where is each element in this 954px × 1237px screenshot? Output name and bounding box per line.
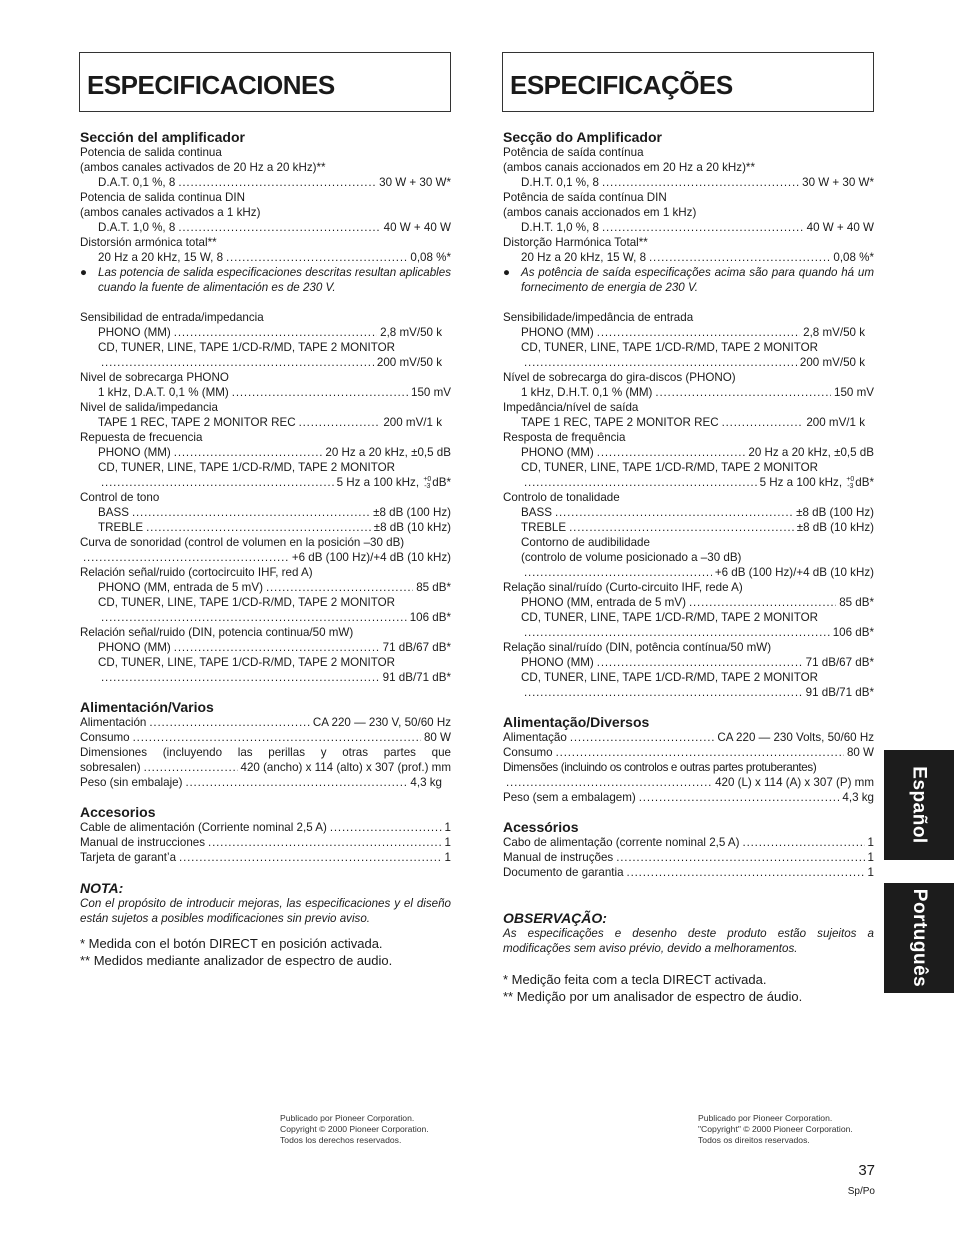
spec-row: BASS . . . ±8 dB (100 Hz) <box>80 505 451 520</box>
publisher-notice-es: Publicado por Pioneer Corporation. Copyright © 2000 Pioneer Corporation. Todos los derechos reservados. <box>280 1113 429 1145</box>
portuguese-column <box>503 52 874 1005</box>
spec-row: . . . 200 mV/50 k <box>80 355 451 370</box>
page-title-es: ESPECIFICACIONES <box>79 52 451 112</box>
bullet-icon: ● <box>80 266 88 279</box>
spec-line: Repuesta de frecuencia <box>80 431 203 444</box>
spec-line: Potencia de salida continua <box>80 146 222 159</box>
spec-line: Sensibilidad de entrada/impedancia <box>80 311 264 324</box>
spec-line: CD, TUNER, LINE, TAPE 1/CD-R/MD, TAPE 2 MONITOR <box>521 611 818 624</box>
accessories-heading: Acessórios <box>503 819 579 835</box>
spec-line: Potência de saída contínua DIN <box>503 191 667 204</box>
spec-line: Distorsión armónica total** <box>80 236 217 249</box>
amplifier-section-heading: Secção do Amplificador <box>503 129 662 145</box>
spec-row: PHONO (MM) . . . 20 Hz a 20 kHz, ±0,5 dB <box>503 445 874 460</box>
spec-row: . . . 106 dB* <box>503 625 874 640</box>
spec-row: PHONO (MM) . . . 71 dB/67 dB* <box>503 655 874 670</box>
spec-row: PHONO (MM, entrada de 5 mV) . . . 85 dB* <box>503 595 874 610</box>
power-section-heading: Alimentación/Varios <box>80 699 214 715</box>
spec-row: PHONO (MM) . . . 20 Hz a 20 kHz, ±0,5 dB <box>80 445 451 460</box>
spec-row: TREBLE . . . ±8 dB (10 kHz) <box>80 520 451 535</box>
accessory-row: Documento de garantia . . . 1 <box>503 865 874 880</box>
spec-row: Alimentación . . . CA 220 — 230 V, 50/60 Hz <box>80 715 451 730</box>
spec-row: TAPE 1 REC, TAPE 2 MONITOR REC . . . 200 mV/1 k <box>503 415 874 430</box>
page-title-pt: ESPECIFICAÇÕES <box>502 52 874 112</box>
bullet-icon: ● <box>503 266 511 279</box>
spec-line: (ambos canais accionados em 20 Hz a 20 kHz)** <box>503 161 755 174</box>
spec-line: CD, TUNER, LINE, TAPE 1/CD-R/MD, TAPE 2 MONITOR <box>98 341 395 354</box>
spec-row: . . . 91 dB/71 dB* <box>80 670 451 685</box>
power-note: ● As potência de saída especificações acima são para quando há um fornecimento de energia de 230 V. <box>503 266 874 294</box>
spec-line: Dimensões (incluindo os controlos e outras partes protuberantes) <box>503 761 817 774</box>
page-number: 37 <box>858 1162 875 1179</box>
spec-row: Peso (sem a embalagem) . . . 4,3 kg <box>503 790 874 805</box>
spec-row: . . . 91 dB/71 dB* <box>503 685 874 700</box>
spec-line: Relação sinal/ruído (Curto-circuito IHF, rede A) <box>503 581 743 594</box>
spec-row: 1 kHz, D.H.T. 0,1 % (MM) . . . 150 mV <box>503 385 874 400</box>
footnote: * Medição feita com a tecla DIRECT activada. <box>503 972 767 987</box>
spec-row: Peso (sin embalaje) . . . 4,3 kg <box>80 775 451 790</box>
spec-line: (ambos canais accionados em 1 kHz) <box>503 206 697 219</box>
spec-row: PHONO (MM, entrada de 5 mV) . . . 85 dB* <box>80 580 451 595</box>
spec-row: Consumo . . . 80 W <box>80 730 451 745</box>
accessory-row: Cable de alimentación (Corriente nominal 2,5 A) . . . 1 <box>80 820 451 835</box>
spec-row: D.A.T. 0,1 %, 8 . . . 30 W + 30 W* <box>80 175 451 190</box>
spec-line: Controlo de tonalidade <box>503 491 620 504</box>
spec-row: 1 kHz, D.A.T. 0,1 % (MM) . . . 150 mV <box>80 385 451 400</box>
spec-line: Relación señal/ruido (DIN, potencia continua/50 mW) <box>80 626 354 639</box>
spec-line: (controlo de volume posicionado a –30 dB) <box>521 551 742 564</box>
spec-line: Curva de sonoridad (control de volumen en la posición –30 dB) <box>80 536 405 549</box>
spec-row: . . . 106 dB* <box>80 610 451 625</box>
spec-line: Relação sinal/ruído (DIN, potência contínua/50 mW) <box>503 641 772 654</box>
language-code: Sp/Po <box>847 1186 875 1197</box>
spanish-column <box>80 52 451 969</box>
spec-line: CD, TUNER, LINE, TAPE 1/CD-R/MD, TAPE 2 MONITOR <box>521 671 818 684</box>
spec-line: Nivel de sobrecarga PHONO <box>80 371 229 384</box>
note-body: Con el propósito de introducir mejoras, las especificaciones y el diseño están sujetos a posibles modificaciones sin previo aviso. <box>80 897 451 925</box>
spec-line: CD, TUNER, LINE, TAPE 1/CD-R/MD, TAPE 2 MONITOR <box>521 341 818 354</box>
accessory-row: Manual de instruções . . . 1 <box>503 850 874 865</box>
accessory-row: Tarjeta de garant’a . . . 1 <box>80 850 451 865</box>
power-note: ● Las potencia de salida especificaciones descritas resultan aplicables cuando la fuente de alimentación es de 230 V. <box>80 266 451 294</box>
footnote: * Medida con el botón DIRECT en posición activada. <box>80 936 383 951</box>
spec-row: 20 Hz a 20 kHz, 15 W, 8 . . . 0,08 %* <box>503 250 874 265</box>
spec-line: Relación señal/ruido (cortocircuito IHF, red A) <box>80 566 313 579</box>
spec-line: Dimensiones (incluyendo las perillas y otras partes que <box>80 746 451 759</box>
publisher-notice-pt: Publicado por Pioneer Corporation. "Copyright" © 2000 Pioneer Corporation. Todos os direitos reservados. <box>698 1113 853 1145</box>
spec-row: Alimentação . . . CA 220 — 230 Volts, 50/60 Hz <box>503 730 874 745</box>
note-heading: NOTA: <box>80 880 124 896</box>
spec-line: CD, TUNER, LINE, TAPE 1/CD-R/MD, TAPE 2 MONITOR <box>98 461 395 474</box>
amplifier-section-heading: Sección del amplificador <box>80 129 245 145</box>
spec-line: Resposta de frequência <box>503 431 626 444</box>
spec-line: Control de tono <box>80 491 160 504</box>
spec-row: BASS . . . ±8 dB (100 Hz) <box>503 505 874 520</box>
power-section-heading: Alimentação/Diversos <box>503 714 650 730</box>
accessory-row: Cabo de alimentação (corrente nominal 2,5 A) . . . 1 <box>503 835 874 850</box>
spec-row: PHONO (MM) . . . 2,8 mV/50 k <box>80 325 451 340</box>
tab-portugues[interactable]: Português <box>884 883 954 993</box>
spec-row: TREBLE . . . ±8 dB (10 kHz) <box>503 520 874 535</box>
spec-line: Impedância/nível de saída <box>503 401 639 414</box>
spec-line: Distorção Harmónica Total** <box>503 236 648 249</box>
tab-espanol[interactable]: Español <box>884 750 954 860</box>
spec-row: D.H.T. 1,0 %, 8 . . . 40 W + 40 W <box>503 220 874 235</box>
spec-line: CD, TUNER, LINE, TAPE 1/CD-R/MD, TAPE 2 MONITOR <box>98 656 395 669</box>
spec-row: . . . 420 (L) x 114 (A) x 307 (P) mm <box>503 775 874 790</box>
spec-line: Nível de sobrecarga do gira-discos (PHONO) <box>503 371 736 384</box>
spec-row: PHONO (MM) . . . 2,8 mV/50 k <box>503 325 874 340</box>
accessories-heading: Accesorios <box>80 804 156 820</box>
spec-row: . . . 200 mV/50 k <box>503 355 874 370</box>
note-body: As especificações e desenho deste produto estão sujeitos a modificações sem aviso prévio, devido a melhoramentos. <box>503 927 874 955</box>
spec-row: D.H.T. 0,1 %, 8 . . . 30 W + 30 W* <box>503 175 874 190</box>
spec-row: Consumo . . . 80 W <box>503 745 874 760</box>
spec-line: CD, TUNER, LINE, TAPE 1/CD-R/MD, TAPE 2 MONITOR <box>98 596 395 609</box>
footnote: ** Medidos mediante analizador de espectro de audio. <box>80 953 393 968</box>
spec-line: Potencia de salida continua DIN <box>80 191 245 204</box>
spec-line: Nivel de salida/impedancia <box>80 401 218 414</box>
spec-line: (ambos canales activados a 1 kHz) <box>80 206 261 219</box>
spec-line: Sensibilidade/impedância de entrada <box>503 311 694 324</box>
spec-row: 20 Hz a 20 kHz, 15 W, 8 . . . 0,08 %* <box>80 250 451 265</box>
spec-row: D.A.T. 1,0 %, 8 . . . 40 W + 40 W <box>80 220 451 235</box>
spec-line: Contorno de audibilidade <box>521 536 650 549</box>
spec-line: (ambos canales activados de 20 Hz a 20 kHz)** <box>80 161 326 174</box>
footnote: ** Medição por um analisador de espectro de áudio. <box>503 989 803 1004</box>
spec-line: CD, TUNER, LINE, TAPE 1/CD-R/MD, TAPE 2 MONITOR <box>521 461 818 474</box>
note-heading: OBSERVAÇÃO: <box>503 910 607 926</box>
accessory-row: Manual de instrucciones . . . 1 <box>80 835 451 850</box>
spec-line: Potência de saída contínua <box>503 146 644 159</box>
spec-row: . . . 5 Hz a 100 kHz, +0 -3 dB* <box>503 475 874 490</box>
spec-row: TAPE 1 REC, TAPE 2 MONITOR REC . . . 200 mV/1 k <box>80 415 451 430</box>
spec-row: . . . 5 Hz a 100 kHz, +0 -3 dB* <box>80 475 451 490</box>
spec-row: PHONO (MM) . . . 71 dB/67 dB* <box>80 640 451 655</box>
spec-row: . . . +6 dB (100 Hz)/+4 dB (10 kHz) <box>503 565 874 580</box>
spec-row: sobresalen) . . . 420 (ancho) x 114 (alto) x 307 (prof.) mm <box>80 760 451 775</box>
spec-row: . . . +6 dB (100 Hz)/+4 dB (10 kHz) <box>80 550 451 565</box>
